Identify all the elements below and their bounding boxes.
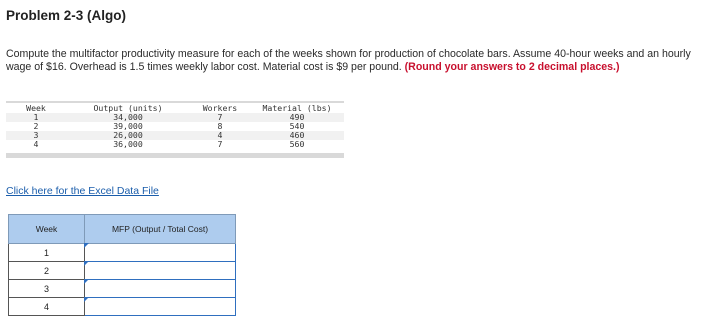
mfp-cell [85, 280, 236, 298]
answer-grid [8, 214, 236, 316]
cell-marker-icon [84, 297, 89, 302]
cell-workers: 4 [217, 130, 223, 140]
problem-title: Problem 2-3 (Algo) [6, 8, 127, 23]
mfp-input-week-1[interactable] [85, 245, 235, 260]
cell-marker-icon [84, 279, 89, 284]
answer-row [9, 262, 236, 280]
cell-material: 540 [289, 121, 305, 131]
cell-material: 490 [289, 112, 305, 122]
answer-header-week: Week [9, 215, 85, 244]
answer-row [9, 298, 236, 316]
cell-workers: 7 [217, 139, 223, 149]
cell-marker-icon [84, 243, 89, 248]
cell-marker-icon [84, 261, 89, 266]
table-row [6, 140, 344, 149]
cell-week: 3 [33, 130, 39, 140]
mfp-input-week-2[interactable] [85, 263, 235, 278]
excel-data-file-link[interactable]: Click here for the Excel Data File [6, 185, 159, 197]
cell-material: 460 [289, 130, 305, 140]
cell-output: 26,000 [113, 130, 143, 140]
header-workers: Workers [202, 103, 238, 113]
answer-header-mfp: MFP (Output / Total Cost) [85, 215, 236, 244]
cell-output: 34,000 [113, 112, 143, 122]
header-material: Material (lbs) [262, 103, 332, 113]
cell-week: 1 [33, 112, 39, 122]
data-table-body [6, 113, 344, 149]
data-table-footer-rule [6, 153, 344, 158]
mfp-input-week-3[interactable] [85, 281, 235, 296]
cell-workers: 7 [217, 112, 223, 122]
mfp-input-week-4[interactable] [85, 299, 235, 314]
mfp-cell [85, 244, 236, 262]
answer-row [9, 280, 236, 298]
cell-workers: 8 [217, 121, 223, 131]
answer-week-label: 4 [9, 298, 85, 316]
rounding-instruction: (Round your answers to 2 decimal places.) [404, 61, 620, 73]
problem-prompt [6, 48, 706, 74]
answer-week-label: 3 [9, 280, 85, 298]
answer-week-label: 2 [9, 262, 85, 280]
answer-row [9, 244, 236, 262]
cell-output: 36,000 [113, 139, 143, 149]
answer-week-label: 1 [9, 244, 85, 262]
header-output: Output (units) [93, 103, 163, 113]
cell-week: 4 [33, 139, 39, 149]
data-table [6, 101, 344, 158]
cell-week: 2 [33, 121, 39, 131]
cell-material: 560 [289, 139, 305, 149]
header-week: Week [26, 103, 46, 113]
mfp-cell [85, 262, 236, 280]
mfp-cell [85, 298, 236, 316]
prompt-text: Compute the multifactor productivity measure for each of the weeks shown for production of chocolate bars. Assume 40-hour weeks and an hourly wage of $16. Overhead is 1.5 times weekly labor cost. Material cost is $9 per pound. [6, 48, 691, 73]
cell-output: 39,000 [113, 121, 143, 131]
